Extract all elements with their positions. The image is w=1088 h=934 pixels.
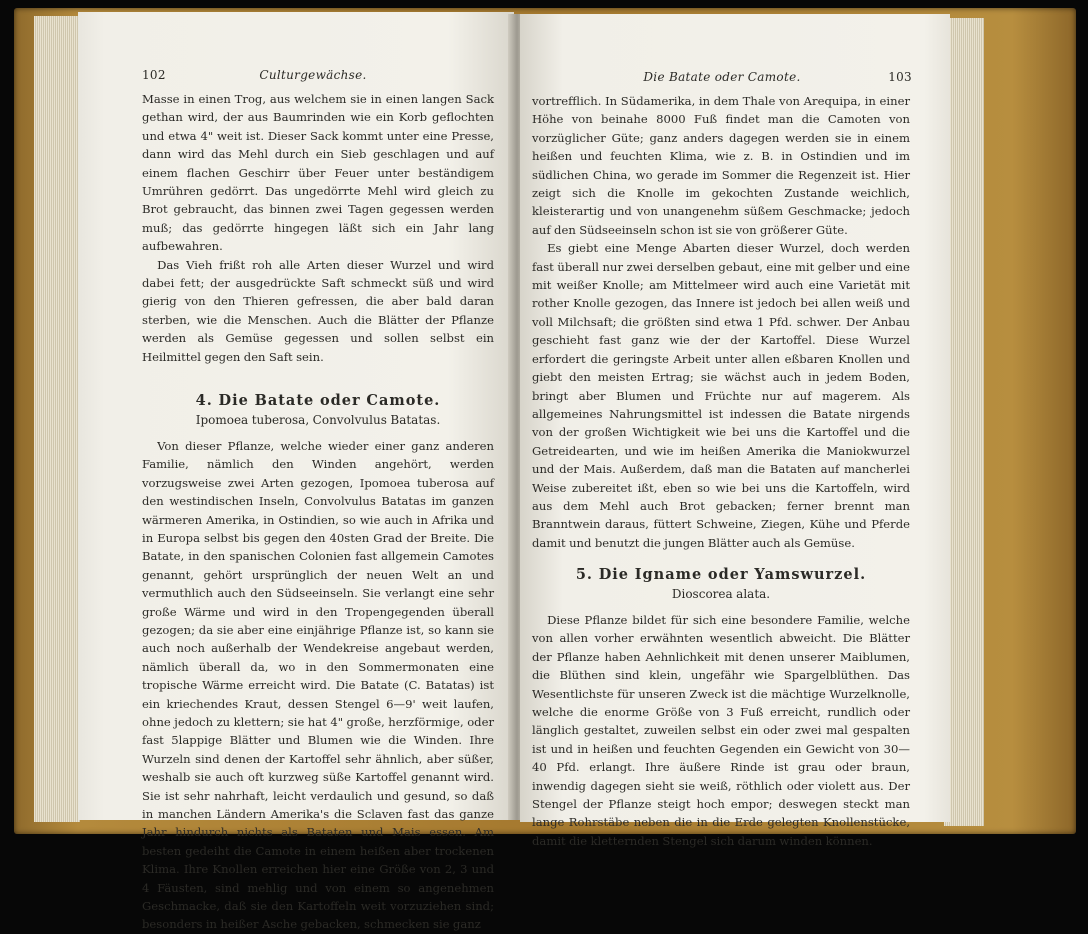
page-edges-left [34,16,80,822]
right-page-text [532,92,910,850]
left-page [78,12,514,932]
paragraph: Von dieser Pflanze, welche wieder einer ganz anderen Familie, nämlich den Winden angehört, werden vorzugsweise zwei Arten gezogen, Ipomoea tuberosa auf den westindischen Inseln, Convolvulus Batatas im ganzen wärmeren Amerika, in Ostindien, so wie auch in Afrika und in Europa selbst bis gegen den 40sten Grad der Breite. Die Batate, in den spanischen Colonien fast allgemein Camotes genannt, gehört ursprünglich der neuen Welt an und vermuthlich auch den Südseeinseln. Sie verlangt eine sehr große Wärme und wird in den Tropengegenden überall gezogen; da sie aber eine einjährige Pflanze ist, so kann sie auch noch außerhalb der Wendekreise angebaut werden, nämlich überall da, wo in den Sommermonaten eine tropische Wärme erreicht wird. Die Batate (C. Batatas) ist ein kriechendes Kraut, dessen Stengel 6—9' weit laufen, ohne jedoch zu klettern; sie hat 4" große, herzförmige, oder fast 5lappige Blätter und Blumen wie die Winden. Ihre Wurzeln sind denen der Kartoffel sehr ähnlich, aber süßer, weshalb sie auch oft kurzweg süße Kartoffel genannt wird. Sie ist sehr nahrhaft, leicht verdaulich und gesund, so daß in manchen Ländern Amerika's die Sclaven fast das ganze Jahr hindurch nichts als Bataten und Mais essen. Am besten gedeiht die Camote in einem heißen aber trockenen Klima. Ihre Knollen erreichen hier eine Größe von 2, 3 und 4 Fäusten, sind mehlig und von einem so angenehmen Geschmacke, daß sie den Kartoffeln weit vorzuziehen sind; besonders in heißer Asche gebacken, schmecken sie ganz [142,438,494,932]
paragraph: Es giebt eine Menge Abarten dieser Wurzel, doch werden fast überall nur zwei derselben gebaut, eine mit gelber und eine mit weißer Knolle; am Mittelmeer wird auch eine Varietät mit rother Knolle gezogen, das Innere ist jedoch bei allen weiß und voll Milchsaft; die größten sind etwa 1 Pfd. schwer. Der Anbau geschieht fast ganz wie der der Kartoffel. Diese Wurzel erfordert die geringste Arbeit unter allen eßbaren Knollen und giebt den meisten Ertrag; sie wächst auch in jedem Boden, bringt aber Blumen und Früchte nur auf magerem. Als allgemeines Nahrungsmittel ist indessen die Batate nirgends von der großen Wichtigkeit wie bei uns die Kartoffel und die Getreidearten, und wie im heißen Amerika die Maniokwurzel und der Mais. Außerdem, daß man die Bataten auf mancherlei Weise zubereitet ißt, eben so wie bei uns die Kartoffeln, wird aus dem Mehl auch Brot gebacken; ferner brennt man Branntwein daraus, füttert Schweine, Ziegen, Kühe und Pferde damit und benutzt die jungen Blätter auch als Gemüse. [532,241,910,550]
section-subtitle: Dioscorea alata. [671,586,771,601]
section-heading: 4. Die Batate oder Camote. [195,392,441,410]
paragraph: Masse in einen Trog, aus welchem sie in einen langen Sack gethan wird, der aus Baumrinden wie ein Korb geflochten und etwa 4" weit ist. Dieser Sack kommt unter eine Presse, dann wird das Mehl durch ein Sieb geschlagen und auf einem flachen Geschirr über Feuer unter beständigem Umrühren gedörrt. Das ungedörrte Mehl wird gleich zu Brot gebraucht, das binnen zwei Tagen gegessen werden muß; das gedörrte hingegen läßt sich ein Jahr lang aufbewahren. [142,92,494,254]
paragraph: Diese Pflanze bildet für sich eine besondere Familie, welche von allen vorher erwähnten wesentlich abweicht. Die Blätter der Pflanze haben Aehnlichkeit mit denen unserer Maiblumen, die Blüthen sind klein, ungefähr wie Spargelblüthen. Das Wesentlichste für unseren Zweck ist die mächtige Wurzelknolle, welche die enorme Größe von 3 Fuß erreicht, rundlich oder länglich gestaltet, zuweilen selbst ein oder zwei mal gespalten ist und in heißen und feuchten Gegenden ein Gewicht von 30—40 Pfd. erlangt. Ihre äußere Rinde ist grau oder braun, inwendig dagegen sieht sie weiß, röthlich oder violett aus. Der Stengel der Pflanze steigt hoch empor; deswegen steckt man lange Rohrstäbe neben die in die Erde gelegten Knollenstücke, damit die kletternden Stengel sich darum winden können. [532,612,910,848]
page-edges-right [944,18,984,826]
right-page [520,14,950,848]
section-heading: 5. Die Igname oder Yamswurzel. [575,566,867,584]
running-title-right: Die Batate oder Camote. [643,70,801,84]
section-subtitle: Ipomoea tuberosa, Convolvulus Batatas. [195,412,441,427]
running-title-left: Culturgewächse. [259,68,367,82]
paragraph: Das Vieh frißt roh alle Arten dieser Wurzel und wird dabei fett; der ausgedrückte Saft schmeckt süß und wird gierig von den Thieren gefressen, die aber bald daran sterben, wie die Menschen. Auch die Blätter der Pflanze werden als Gemüse gegessen und sollen selbst ein Heilmittel gegen den Saft sein. [142,257,494,364]
paragraph: vortrefflich. In Südamerika, in dem Thale von Arequipa, in einer Höhe von beinahe 8000 Fuß findet man die Camoten von vorzüglicher Güte; ganz anders dagegen werden sie in einem heißen und feuchten Klima, wie z. B. in Ostindien und im südlichen China, wo gerade im Sommer die Regenzeit ist. Hier zeigt sich die Knolle im gekochten Zustande weichlich, kleisterartig und von unangenehm süßem Geschmacke; jedoch auf den Südseeinseln schon ist sie von größerer Güte. [532,94,910,237]
page-number-right: 103 [888,70,912,84]
left-page-text [142,90,494,934]
page-number-left: 102 [142,68,166,82]
